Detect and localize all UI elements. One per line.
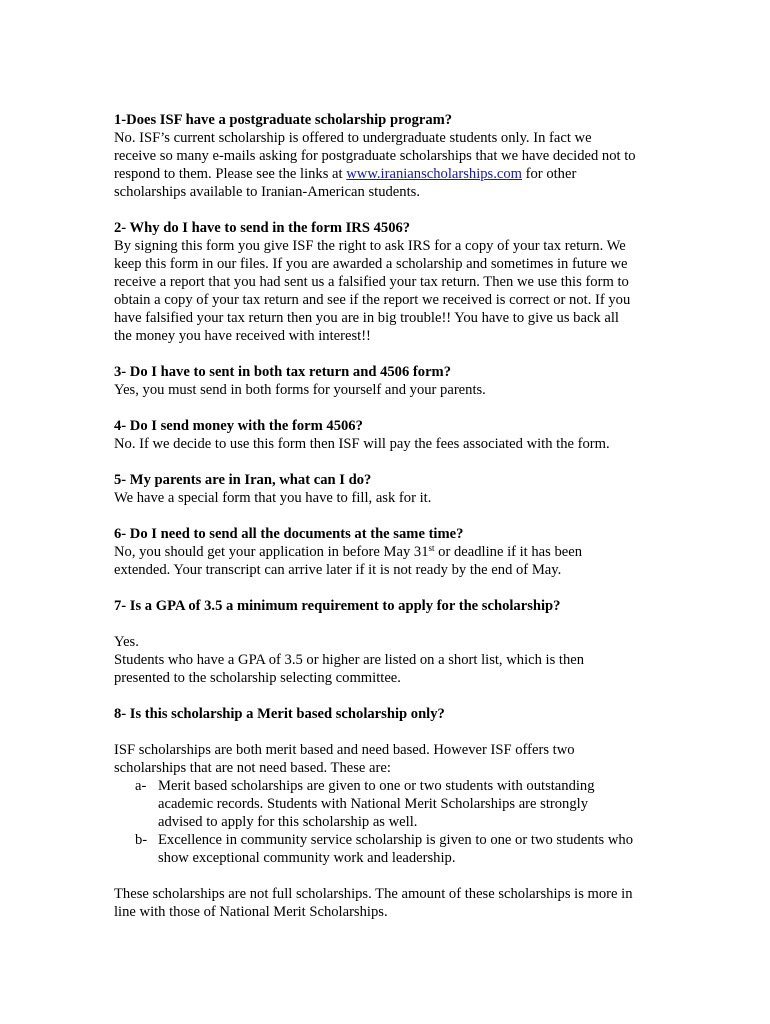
answer-2-line-4: obtain a copy of your tax return and see if the report we received is correct or not. If you [114,292,631,308]
list-marker: b- [135,832,148,848]
answer-1-link-prefix: respond to them. Please see the links at [114,166,347,182]
question-5: 5- My parents are in Iran, what can I do? [114,472,372,488]
answer-3-line-1: Yes, you must send in both forms for yourself and your parents. [114,382,486,398]
answer-6-sup: st [428,543,435,553]
answer-1-line-1: No. ISF’s current scholarship is offered to undergraduate students only. In fact we [114,130,592,146]
faq-item-6 [114,525,664,579]
answer-6-line-2: extended. Your transcript can arrive later if it is not ready by the end of May. [114,562,562,578]
answer-6-line-1 [114,543,664,561]
answer-2-line-1: By signing this form you give ISF the right to ask IRS for a copy of your tax return. We [114,238,626,254]
answer-8-intro-line-1: ISF scholarships are both merit based and need based. However ISF offers two [114,742,575,758]
faq-item-3 [114,363,664,399]
list-item-a-line-2: academic records. Students with National Merit Scholarships are strongly [158,796,589,812]
answer-2-line-3: receive a report that you had sent us a falsified your tax return. Then we use this form to [114,274,629,290]
answer-4-line-1: No. If we decide to use this form then ISF will pay the fees associated with the form. [114,436,610,452]
faq-item-1 [114,111,664,201]
iranianscholarships-link[interactable]: www.iranianscholarships.com [346,166,522,182]
question-3: 3- Do I have to sent in both tax return and 4506 form? [114,364,452,380]
list-item-b-line-1: Excellence in community service scholarship is given to one or two students who [158,832,634,848]
answer-7-first: Yes. [114,634,139,650]
list-item-b-line-2: show exceptional community work and leadership. [158,850,456,866]
answer-7-line-2: presented to the scholarship selecting committee. [114,670,401,686]
question-2: 2- Why do I have to send in the form IRS 4506? [114,220,411,236]
question-8: 8- Is this scholarship a Merit based scholarship only? [114,706,445,722]
answer-7-line-1: Students who have a GPA of 3.5 or higher are listed on a short list, which is then [114,652,585,668]
question-7: 7- Is a GPA of 3.5 a minimum requirement to apply for the scholarship? [114,598,561,614]
answer-1-link-suffix: for other [522,166,577,182]
list-item [114,831,664,867]
answer-6-post-sup: or deadline if it has been [434,544,583,560]
closing-line-1: These scholarships are not full scholarships. The amount of these scholarships is more in [114,886,633,902]
closing-line-2: line with those of National Merit Scholarships. [114,904,388,920]
answer-8-intro-line-2: scholarships that are not need based. These are: [114,760,391,776]
answer-5-line-1: We have a special form that you have to fill, ask for it. [114,490,432,506]
question-4: 4- Do I send money with the form 4506? [114,418,363,434]
scholarship-type-list [114,777,664,867]
document-page [114,111,664,921]
answer-2-line-5: have falsified your tax return then you are in big trouble!! You have to give us back all [114,310,619,326]
answer-2-line-2: keep this form in our files. If you are awarded a scholarship and sometimes in future we [114,256,628,272]
answer-6-pre-sup: No, you should get your application in before May 31 [114,544,429,560]
answer-1-line-4: scholarships available to Iranian-American students. [114,184,420,200]
list-marker: a- [135,778,147,794]
answer-1-line-3 [114,165,664,183]
question-6: 6- Do I need to send all the documents at the same time? [114,526,464,542]
question-1: 1-Does ISF have a postgraduate scholarship program? [114,112,453,128]
list-item [114,777,664,831]
faq-item-8 [114,705,664,921]
faq-item-5 [114,471,664,507]
list-item-a-line-3: advised to apply for this scholarship as well. [158,814,418,830]
faq-item-4 [114,417,664,453]
answer-1-line-2: receive so many e-mails asking for postgraduate scholarships that we have decided not to [114,148,636,164]
answer-2-line-6: the money you have received with interest!! [114,328,371,344]
list-item-a-line-1: Merit based scholarships are given to one or two students with outstanding [158,778,595,794]
faq-item-7 [114,597,664,687]
faq-item-2 [114,219,664,345]
